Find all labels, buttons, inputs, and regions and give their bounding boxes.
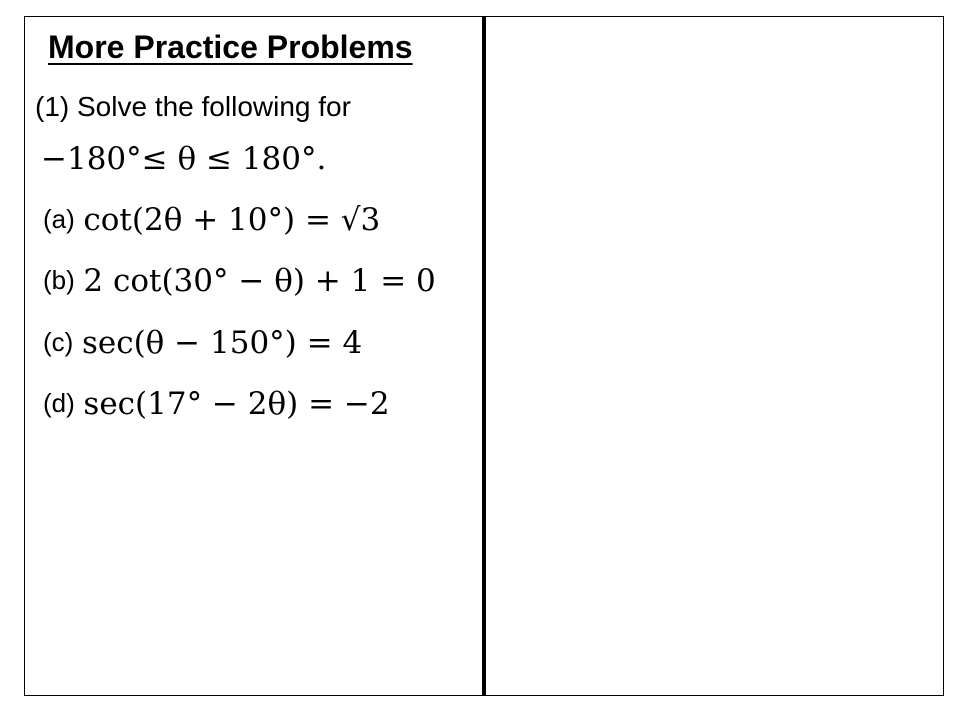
problem-prompt: (1) Solve the following for — [35, 91, 351, 122]
problem-c — [43, 327, 362, 359]
problem-a — [43, 204, 380, 236]
problem-b — [43, 265, 436, 297]
problem-c-label: (c) — [43, 327, 74, 357]
problem-b-label: (b) — [43, 265, 75, 295]
right-column-workspace — [486, 17, 943, 695]
problem-d-expression: sec(17° − 2θ) = −2 — [83, 386, 390, 422]
problem-d-label: (d) — [43, 388, 75, 418]
left-column — [25, 17, 482, 695]
problem-c-expression: sec(θ − 150°) = 4 — [81, 325, 363, 361]
domain-range: −180°≤ θ ≤ 180°. — [41, 141, 327, 177]
problem-d — [43, 388, 390, 420]
problem-a-label: (a) — [43, 204, 75, 234]
problem-a-expression: cot(2θ + 10°) = √3 — [83, 202, 381, 238]
problem-b-expression: 2 cot(30° − θ) + 1 = 0 — [83, 263, 436, 299]
page-title: More Practice Problems — [48, 29, 413, 65]
